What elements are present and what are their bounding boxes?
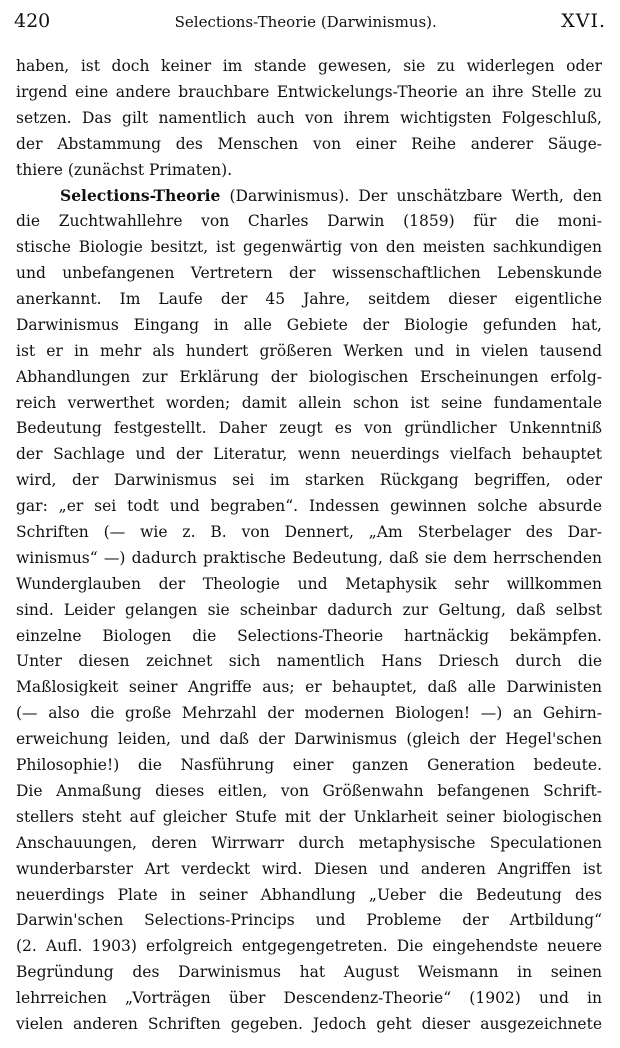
text-line <box>16 183 602 209</box>
chapter-number: XVI. <box>561 10 606 32</box>
entry-intro: (Darwinismus). Der unschätzbare Werth, den <box>229 187 602 206</box>
text-line: sind. Leider gelangen sie scheinbar dadurch zur Geltung, daß selbst <box>16 600 602 619</box>
text-line: irgend eine andere brauchbare Entwickelungs-Theorie an ihre Stelle zu <box>16 82 602 101</box>
text-line: stische Biologie besitzt, ist gegenwärtig von den meisten sachkundigen <box>16 238 602 257</box>
text-line: erweichung leiden, und daß der Darwinismus (gleich der Hegel'schen <box>16 730 602 749</box>
text-line: wunderbarster Art verdeckt wird. Diesen und anderen Angriffen ist <box>16 859 602 878</box>
text-line: haben, ist doch keiner im stande gewesen, sie zu widerlegen oder <box>16 57 602 75</box>
text-line: gar: „er sei todt und begraben“. Indessen gewinnen solche absurde <box>16 497 602 516</box>
text-line: reich verwerthet worden; damit allein schon ist seine fundamentale <box>16 393 602 412</box>
text-line: Abhandlungen zur Erklärung der biologischen Erscheinungen erfolg- <box>16 367 602 386</box>
text-line: Begründung des Darwinismus hat August Weismann in seinen <box>16 963 602 982</box>
text-line: Maßlosigkeit seiner Angriffe aus; er behauptet, daß alle Darwinisten <box>16 678 602 697</box>
text-line: Die Anmaßung dieses eitlen, von Größenwahn befangenen Schrift- <box>16 781 602 800</box>
text-line: (2. Aufl. 1903) erfolgreich entgegengetreten. Die eingehendste neuere <box>16 937 602 956</box>
text-line: setzen. Das gilt namentlich auch von ihrem wichtigsten Folgeschluß, <box>16 108 602 127</box>
text-line: Darwin'schen Selections-Princips und Probleme der Artbildung“ <box>16 911 602 930</box>
text-line: einzelne Biologen die Selections-Theorie hartnäckig bekämpfen. <box>16 626 602 645</box>
text-line: neuerdings Plate in seiner Abhandlung „Ueber die Bedeutung des <box>16 885 602 904</box>
text-line: Wunderglauben der Theologie und Metaphysik sehr willkommen <box>16 574 602 593</box>
paragraph-selections-theorie <box>16 183 602 1037</box>
text-line: der Sachlage und der Literatur, wenn neuerdings vielfach behauptet <box>16 445 602 464</box>
text-line: die Zuchtwahllehre von Charles Darwin (1859) für die moni- <box>16 212 602 231</box>
text-line: Philosophie!) die Nasführung einer ganzen Generation bedeute. <box>16 756 602 775</box>
text-line: ist er in mehr als hundert größeren Werken und in vielen tausend <box>16 341 602 360</box>
text-line: Schriften (— wie z. B. von Dennert, „Am Sterbelager des Dar- <box>16 523 602 542</box>
running-title: Selections-Theorie (Darwinismus). <box>174 13 437 31</box>
text-line: Unter diesen zeichnet sich namentlich Hans Driesch durch die <box>16 652 602 671</box>
text-line: wird, der Darwinismus sei im starken Rückgang begriffen, oder <box>16 471 602 490</box>
text-line: und unbefangenen Vertretern der wissenschaftlichen Lebenskunde <box>16 264 602 283</box>
body-text <box>16 54 602 1038</box>
text-line: anerkannt. Im Laufe der 45 Jahre, seitdem dieser eigentliche <box>16 290 602 309</box>
text-line: der Abstammung des Menschen von einer Reihe anderer Säuge- <box>16 134 602 153</box>
entry-term: Selections-Theorie <box>60 186 221 206</box>
page-number: 420 <box>14 10 51 32</box>
text-line: Anschauungen, deren Wirrwarr durch metaphysische Speculationen <box>16 833 602 852</box>
text-line: Darwinismus Eingang in alle Gebiete der Biologie gefunden hat, <box>16 315 602 334</box>
text-line: thiere (zunächst Primaten). <box>16 160 233 179</box>
text-line: stellers steht auf gleicher Stufe mit der Unklarheit seiner biologischen <box>16 807 602 826</box>
text-line: (— also die große Mehrzahl der modernen Biologen! —) an Gehirn- <box>16 704 602 723</box>
paragraph-continued <box>16 54 602 183</box>
text-line: vielen anderen Schriften gegeben. Jedoch geht dieser ausgezeichnete <box>16 1014 602 1033</box>
page-header <box>14 10 606 38</box>
text-line: winismus“ —) dadurch praktische Bedeutung, daß sie dem herrschenden <box>16 548 602 567</box>
text-line: Bedeutung festgestellt. Daher zeugt es von gründlicher Unkenntniß <box>16 419 602 438</box>
text-line: lehrreichen „Vorträgen über Descendenz-Theorie“ (1902) und in <box>16 989 602 1008</box>
